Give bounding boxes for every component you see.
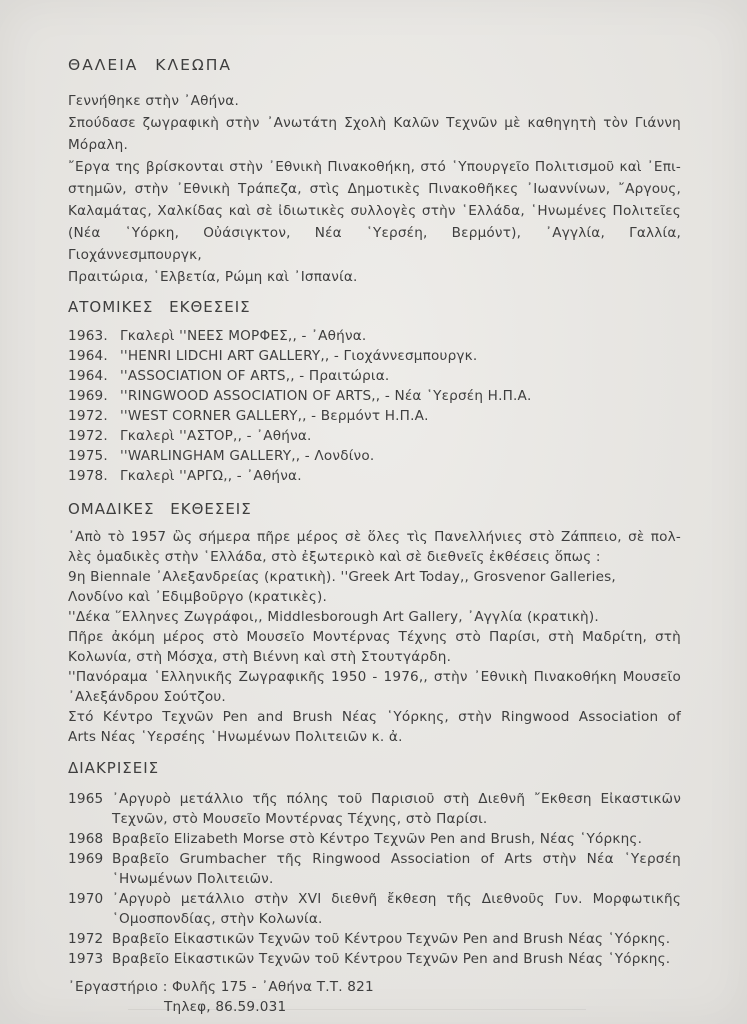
list-item — [68, 346, 681, 366]
group-line: ᾿Απὸ τὸ 1957 ὣς σήμερα πῆρε μέρος σὲ ὅλες τὶς Πανελλήνιες στὸ Ζάππειο, σὲ πολ- — [68, 529, 681, 545]
exhibition-year: 1969. — [68, 388, 108, 404]
group-line: λὲς ὁμαδικὲς στὴν ῾Ελλάδα, στὸ ἐξωτερικὸ καὶ σὲ διεθνεῖς ἐκθέσεις ὅπως : — [68, 549, 601, 565]
page-title: ΘΑΛΕΙΑ ΚΛΕΩΠΑ — [68, 56, 232, 74]
group-line: ᾿Αλεξάνδρου Σούτζου. — [68, 689, 226, 705]
group-line: ''Δέκα ῞Ελληνες Ζωγράφοι,, Middlesborough Art Gallery, ᾿Αγγλία (κρατικὴ). — [68, 609, 599, 625]
exhibition-text: ''WARLINGHAM GALLERY,, - Λονδίνο. — [120, 448, 375, 464]
group-line: Λονδίνο καὶ ᾿Εδιμβοῦργο (κρατικὲς). — [68, 589, 328, 605]
award-line: ᾿Αργυρὸ μετάλλιο τῆς πόλης τοῦ Παρισιοῦ στὴ Διεθνῆ ῎Εκθεση Εἰκαστικῶν — [112, 791, 681, 807]
list-item — [68, 446, 681, 466]
award-line: ᾿Αργυρὸ μετάλλιο στὴν XVI διεθνῆ ἔκθεση τῆς Διεθνοῦς Γυν. Μορφωτικῆς — [112, 891, 681, 907]
group-exhibitions-paragraph — [68, 527, 681, 747]
exhibition-text: Γκαλερὶ ''ΑΡΓΩ,, - ᾿Αθήνα. — [120, 468, 302, 484]
award-line: Βραβεῖο Εἰκαστικῶν Τεχνῶν τοῦ Κέντρου Τεχνῶν Pen and Brush Νέας ῾Υόρκης. — [112, 951, 671, 967]
list-item — [68, 929, 681, 949]
award-year: 1965 — [68, 791, 104, 807]
bio-line: Καλαμάτας, Χαλκίδας καὶ σὲ ἰδιωτικὲς συλλογὲς στὴν ῾Ελλάδα, ῾Ηνωμένες Πολιτεῖες — [68, 203, 681, 219]
exhibition-year: 1972. — [68, 428, 108, 444]
award-line: Βραβεῖο Grumbacher τῆς Ringwood Association of Arts στὴν Νέα ῾Υερσέη — [112, 851, 681, 867]
award-year: 1972 — [68, 931, 104, 947]
award-line: Βραβεῖο Εἰκαστικῶν Τεχνῶν τοῦ Κέντρου Τεχνῶν Pen and Brush Νέας ῾Υόρκης. — [112, 931, 671, 947]
award-year: 1969 — [68, 851, 104, 867]
exhibition-year: 1975. — [68, 448, 108, 464]
studio-contact — [68, 977, 681, 1017]
group-line: ''Πανόραμα ῾Ελληνικῆς Ζωγραφικῆς 1950 - 1976,, στὴν ᾿Εθνικὴ Πινακοθήκη Μουσεῖο — [68, 669, 681, 685]
group-line: 9η Biennale ᾿Αλεξανδρείας (κρατικὴ). ''Greek Art Today,, Grosvenor Galleries, — [68, 569, 616, 585]
group-line: Κολωνία, στὴ Μόσχα, στὴ Βιέννη καὶ στὴ Στουτγάρδη. — [68, 649, 452, 665]
list-item — [68, 789, 681, 829]
exhibition-year: 1972. — [68, 408, 108, 424]
bio-line: Γεννήθηκε στὴν ᾿Αθήνα. — [68, 93, 239, 109]
bio-line: ῎Εργα της βρίσκονται στὴν ᾿Εθνικὴ Πινακοθήκη, στό ῾Υπουργεῖο Πολιτισμοῦ καὶ ᾿Επι- — [68, 159, 681, 175]
bio-line: Μόραλη. — [68, 137, 129, 153]
section-heading-group-exhibitions: ΟΜΑΔΙΚΕΣ ΕΚΘΕΣΕΙΣ — [68, 500, 252, 518]
studio-phone: Τηλεφ, 86.59.031 — [164, 999, 287, 1015]
bio-line: Σπούδασε ζωγραφικὴ στὴν ᾿Ανωτάτη Σχολὴ Καλῶν Τεχνῶν μὲ καθηγητὴ τὸν Γιάννη — [68, 115, 681, 131]
award-line: Βραβεῖο Elizabeth Morse στὸ Κέντρο Τεχνῶν Pen and Brush, Νέας ῾Υόρκης. — [112, 831, 643, 847]
list-item — [68, 466, 681, 486]
list-item — [68, 889, 681, 929]
exhibition-year: 1964. — [68, 348, 108, 364]
list-item — [68, 849, 681, 889]
list-item — [68, 326, 681, 346]
scan-artifact-line — [128, 1009, 586, 1010]
exhibition-text: ''HENRI LIDCHI ART GALLERY,, - Γιοχάννεσμπουργκ. — [120, 348, 478, 364]
section-heading-awards: ΔΙΑΚΡΙΣΕΙΣ — [68, 759, 160, 777]
group-line: Στό Κέντρο Τεχνῶν Pen and Brush Νέας ῾Υόρκης, στὴν Ringwood Association of — [68, 709, 681, 725]
exhibition-text: ''RINGWOOD ASSOCIATION OF ARTS,, - Νέα ῾Υερσέη Η.Π.Α. — [120, 388, 532, 404]
award-line: ῾Ηνωμένων Πολιτειῶν. — [112, 871, 274, 887]
exhibition-year: 1964. — [68, 368, 108, 384]
exhibition-year: 1963. — [68, 328, 108, 344]
exhibition-text: Γκαλερὶ ''ΑΣΤΟΡ,, - ᾿Αθήνα. — [120, 428, 312, 444]
studio-address: ᾿Εργαστήριο : Φυλῆς 175 - ᾿Αθήνα Τ.Τ. 821 — [68, 979, 374, 995]
bio-line: (Νέα ῾Υόρκη, Οὐάσιγκτον, Νέα ῾Υερσέη, Βερμόντ), ᾿Αγγλία, Γαλλία, Γιοχάννεσμπουργκ, — [68, 225, 681, 263]
list-item — [68, 426, 681, 446]
group-line: Πῆρε ἀκόμη μέρος στὸ Μουσεῖο Μοντέρνας Τέχνης στὸ Παρίσι, στὴ Μαδρίτη, στὴ — [68, 629, 681, 645]
section-heading-solo-exhibitions: ΑΤΟΜΙΚΕΣ ΕΚΘΕΣΕΙΣ — [68, 298, 251, 316]
bio-line: στημῶν, στὴν ᾿Εθνικὴ Τράπεζα, στὶς Δημοτικὲς Πινακοθῆκες ᾿Ιωαννίνων, ῎Αργους, — [68, 181, 681, 197]
group-line: Arts Νέας ῾Υερσέης ῾Ηνωμένων Πολιτειῶν κ. ἀ. — [68, 729, 403, 745]
biography-paragraph — [68, 90, 681, 288]
exhibition-text: ''WEST CORNER GALLERY,, - Βερμόντ Η.Π.Α. — [120, 408, 429, 424]
awards-list — [68, 789, 681, 969]
exhibition-year: 1978. — [68, 468, 108, 484]
award-year: 1970 — [68, 891, 104, 907]
award-line: ῾Ομοσπονδίας, στὴν Κολωνία. — [112, 911, 323, 927]
list-item — [68, 406, 681, 426]
bio-line: Πραιτώρια, ῾Ελβετία, Ρώμη καὶ ᾿Ισπανία. — [68, 269, 358, 285]
award-year: 1968 — [68, 831, 104, 847]
exhibition-text: Γκαλερὶ ''ΝΕΕΣ ΜΟΡΦΕΣ,, - ᾿Αθήνα. — [120, 328, 367, 344]
list-item — [68, 386, 681, 406]
award-line: Τεχνῶν, στὸ Μουσεῖο Μοντέρνας Τέχνης, στὸ Παρίσι. — [112, 811, 488, 827]
award-year: 1973 — [68, 951, 104, 967]
solo-exhibitions-list — [68, 326, 681, 486]
list-item — [68, 949, 681, 969]
list-item — [68, 366, 681, 386]
exhibition-text: ''ASSOCIATION OF ARTS,, - Πραιτώρια. — [120, 368, 390, 384]
list-item — [68, 829, 681, 849]
